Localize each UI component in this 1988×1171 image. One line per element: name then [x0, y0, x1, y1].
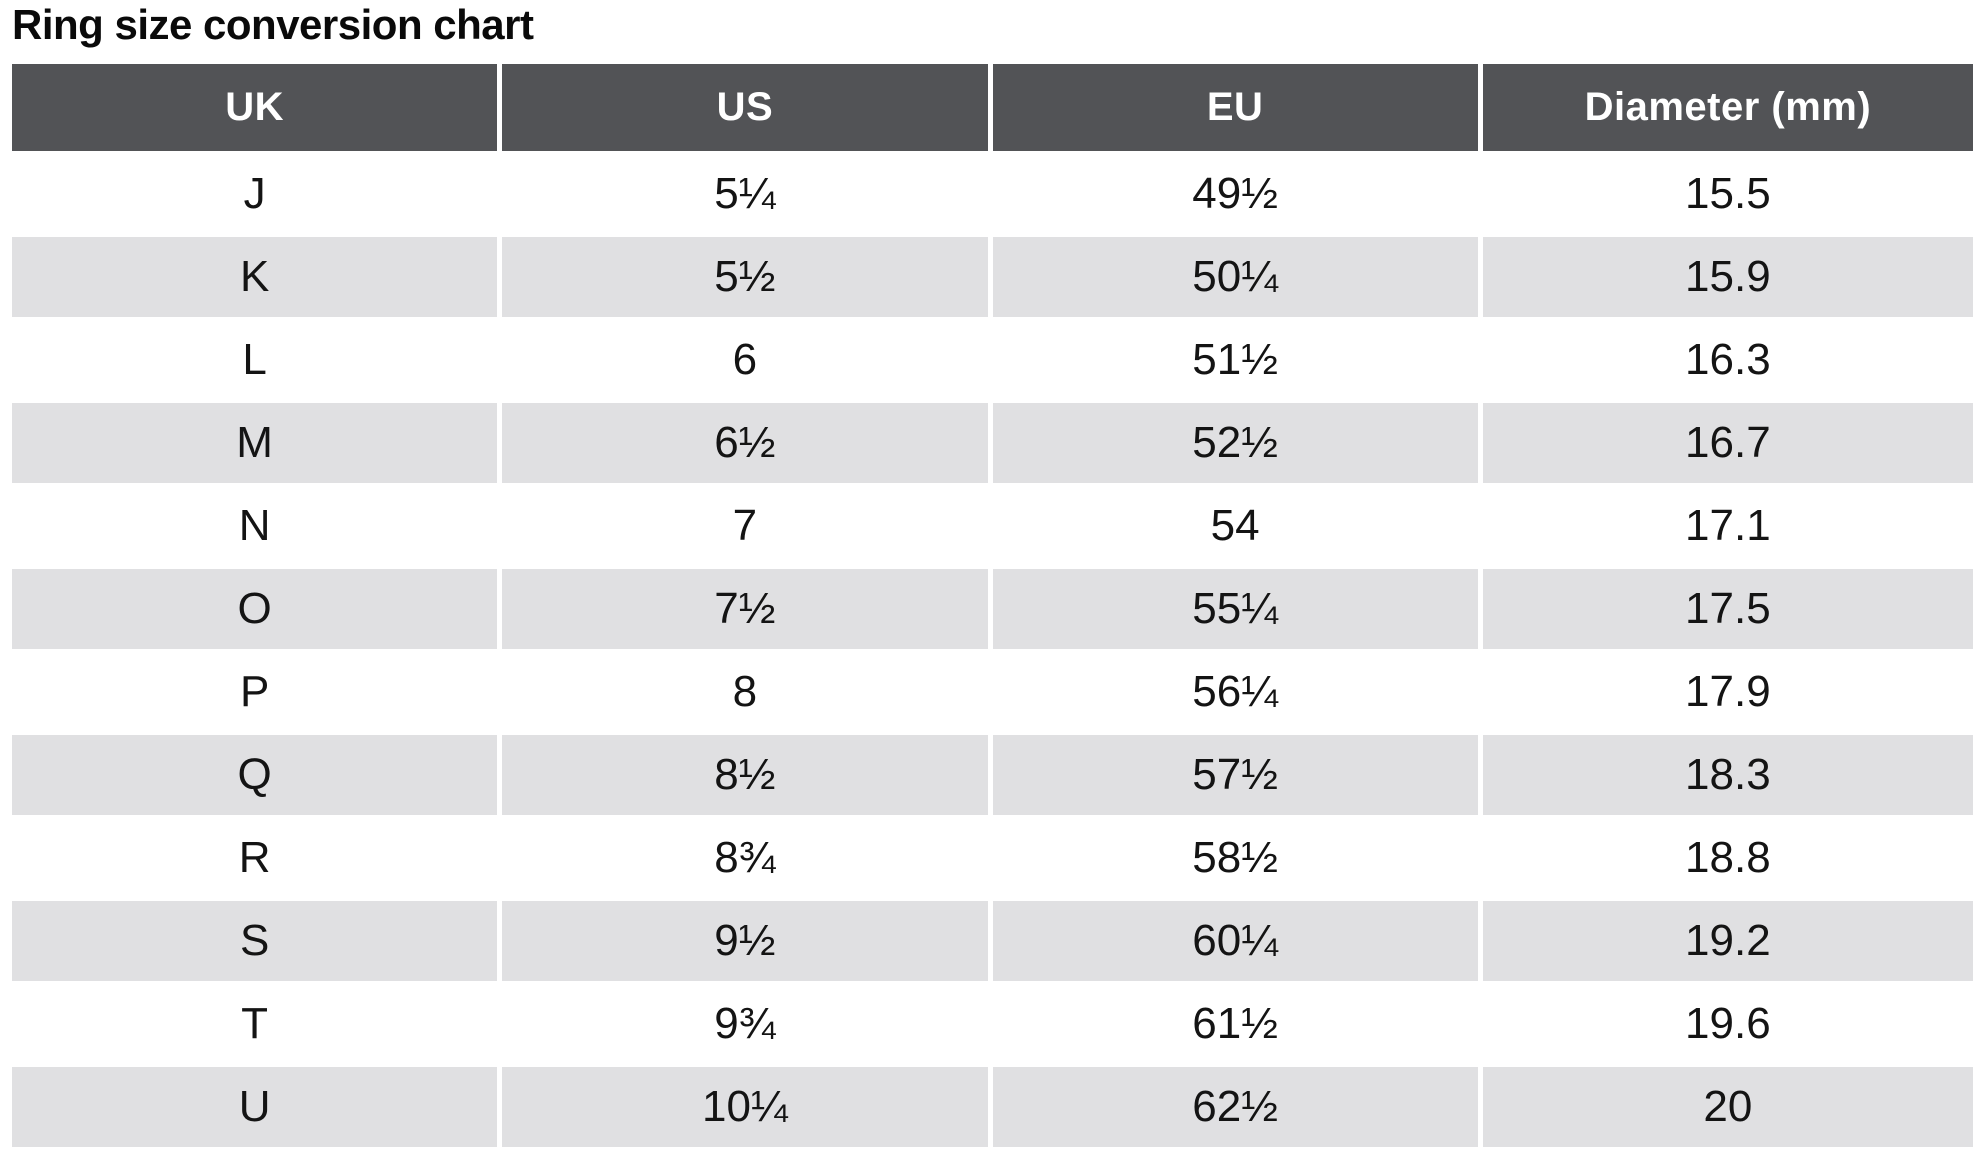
table-row	[12, 237, 1973, 320]
table-row	[12, 984, 1973, 1067]
table-cell-uk: M	[12, 403, 502, 486]
table-cell-uk: K	[12, 237, 502, 320]
table-cell-us: 9½	[502, 901, 992, 984]
table-cell-diameter-mm: 17.9	[1483, 652, 1973, 735]
table-cell-us: 8	[502, 652, 992, 735]
table-cell-uk: J	[12, 154, 502, 237]
table-row	[12, 486, 1973, 569]
table-row	[12, 735, 1973, 818]
column-header-uk: UK	[12, 64, 502, 154]
table-cell-diameter-mm: 19.2	[1483, 901, 1973, 984]
table-cell-us: 7	[502, 486, 992, 569]
table-cell-uk: Q	[12, 735, 502, 818]
table-cell-us: 9¾	[502, 984, 992, 1067]
table-cell-uk: R	[12, 818, 502, 901]
table-cell-us: 5¼	[502, 154, 992, 237]
table-cell-eu: 61½	[993, 984, 1483, 1067]
table-header-row	[12, 64, 1973, 154]
table-head	[12, 64, 1973, 154]
table-cell-eu: 60¼	[993, 901, 1483, 984]
table-row	[12, 652, 1973, 735]
table-cell-diameter-mm: 15.5	[1483, 154, 1973, 237]
table-row	[12, 901, 1973, 984]
column-header-eu: EU	[993, 64, 1483, 154]
table-cell-eu: 50¼	[993, 237, 1483, 320]
table-cell-eu: 57½	[993, 735, 1483, 818]
table-cell-us: 6½	[502, 403, 992, 486]
table-row	[12, 154, 1973, 237]
table-cell-us: 6	[502, 320, 992, 403]
table-cell-eu: 49½	[993, 154, 1483, 237]
table-cell-eu: 58½	[993, 818, 1483, 901]
table-cell-uk: O	[12, 569, 502, 652]
table-cell-diameter-mm: 17.5	[1483, 569, 1973, 652]
table-cell-diameter-mm: 19.6	[1483, 984, 1973, 1067]
table-row	[12, 569, 1973, 652]
table-cell-diameter-mm: 18.3	[1483, 735, 1973, 818]
table-cell-diameter-mm: 15.9	[1483, 237, 1973, 320]
table-cell-diameter-mm: 17.1	[1483, 486, 1973, 569]
table-cell-eu: 51½	[993, 320, 1483, 403]
table-cell-uk: T	[12, 984, 502, 1067]
table-body	[12, 154, 1973, 1150]
table-row	[12, 320, 1973, 403]
column-header-us: US	[502, 64, 992, 154]
table-cell-us: 10¼	[502, 1067, 992, 1150]
table-cell-eu: 56¼	[993, 652, 1483, 735]
table-row	[12, 1067, 1973, 1150]
table-cell-uk: L	[12, 320, 502, 403]
table-cell-eu: 55¼	[993, 569, 1483, 652]
table-cell-diameter-mm: 20	[1483, 1067, 1973, 1150]
table-cell-us: 8¾	[502, 818, 992, 901]
table-cell-us: 8½	[502, 735, 992, 818]
table-cell-us: 5½	[502, 237, 992, 320]
page-title: Ring size conversion chart	[12, 1, 534, 48]
table-cell-us: 7½	[502, 569, 992, 652]
table-cell-uk: S	[12, 901, 502, 984]
table-row	[12, 403, 1973, 486]
table-row	[12, 818, 1973, 901]
table-cell-diameter-mm: 16.3	[1483, 320, 1973, 403]
column-header-diameter-mm: Diameter (mm)	[1483, 64, 1973, 154]
table-cell-uk: P	[12, 652, 502, 735]
table-cell-diameter-mm: 18.8	[1483, 818, 1973, 901]
table-cell-eu: 62½	[993, 1067, 1483, 1150]
table-cell-eu: 52½	[993, 403, 1483, 486]
table-cell-uk: U	[12, 1067, 502, 1150]
table-cell-diameter-mm: 16.7	[1483, 403, 1973, 486]
table-cell-eu: 54	[993, 486, 1483, 569]
ring-size-conversion-table	[12, 64, 1973, 1150]
table-cell-uk: N	[12, 486, 502, 569]
